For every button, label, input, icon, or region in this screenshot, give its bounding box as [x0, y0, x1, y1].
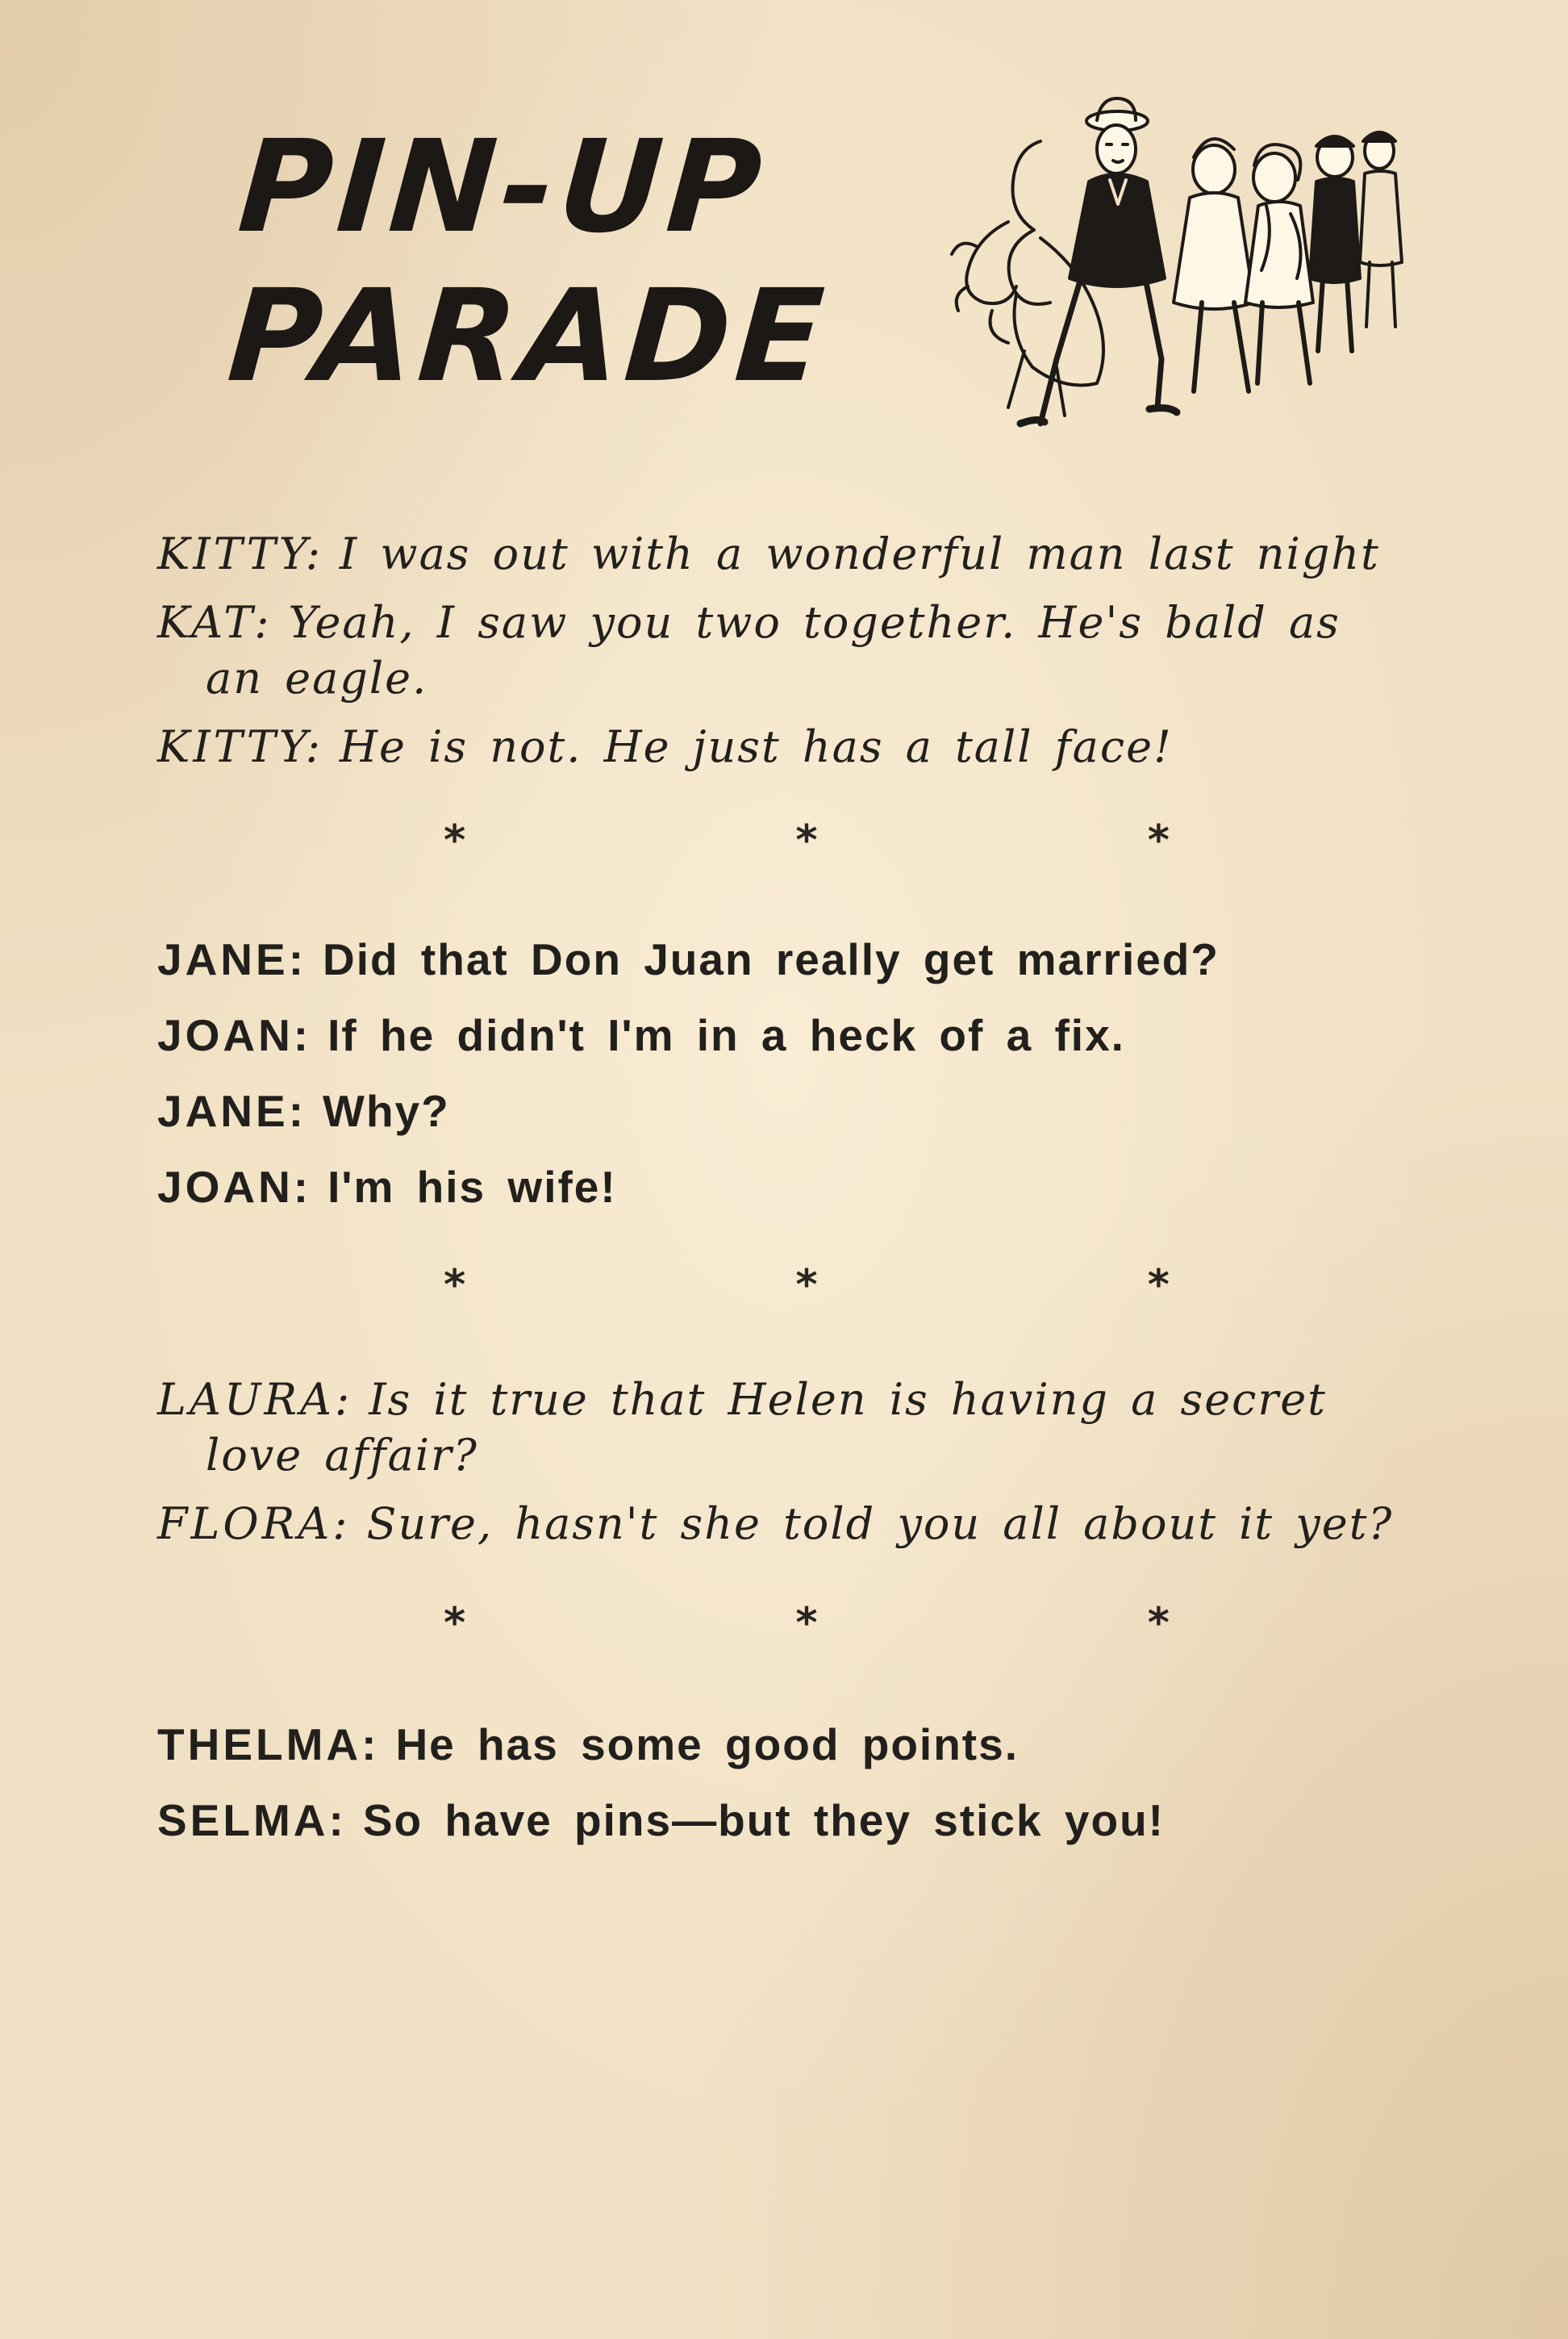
separator [444, 1261, 1170, 1309]
joke-line [157, 1374, 1480, 1425]
separator-star: * [1147, 1261, 1170, 1309]
speaker-name: KITTY: [157, 721, 323, 772]
dialogue-text: He is not. He just has a tall face! [339, 721, 1173, 772]
dancing-crowd-illustration-icon [944, 93, 1412, 464]
dialogue-text: an eagle. [206, 653, 428, 704]
title-line-1: PIN-UP [234, 113, 771, 261]
separator-star: * [795, 817, 818, 865]
dialogue-text: So have pins—but they stick you! [362, 1795, 1165, 1845]
joke-line [157, 1161, 1480, 1213]
separator-star: * [444, 1261, 466, 1309]
joke-line [157, 1498, 1480, 1549]
joke-block [157, 934, 1480, 1213]
joke-line [157, 1009, 1480, 1061]
joke-line [157, 934, 1480, 985]
separator-star: * [1147, 817, 1170, 865]
joke-line [157, 597, 1480, 648]
separator [444, 1599, 1170, 1648]
dialogue-text: Is it true that Helen is having a secret [369, 1374, 1327, 1425]
joke-line-continuation [157, 653, 1480, 704]
joke-line-continuation [157, 1430, 1480, 1481]
speaker-name: JANE: [157, 1086, 307, 1136]
dialogue-text: I was out with a wonderful man last night [339, 528, 1380, 579]
speaker-name: JOAN: [157, 1010, 312, 1060]
title-line-2: PARADE [223, 262, 833, 411]
joke-block [157, 1374, 1480, 1549]
speaker-name: KAT: [157, 597, 273, 648]
speaker-name: THELMA: [157, 1719, 380, 1769]
speaker-name: SELMA: [157, 1795, 347, 1845]
speaker-name: KITTY: [157, 528, 323, 579]
dialogue-text: love affair? [206, 1430, 478, 1481]
speaker-name: JANE: [157, 934, 307, 984]
dialogue-text: Sure, hasn't she told you all about it yet? [366, 1498, 1394, 1549]
speaker-name: LAURA: [157, 1374, 353, 1425]
speaker-name: FLORA: [157, 1498, 351, 1549]
separator-star: * [795, 1599, 818, 1648]
dialogue-text: Did that Don Juan really get married? [323, 934, 1220, 984]
page-title [223, 113, 970, 411]
separator-star: * [795, 1261, 818, 1309]
separator-star: * [1147, 1599, 1170, 1648]
joke-line [157, 1719, 1480, 1770]
jokes-list [157, 528, 1480, 1846]
dialogue-text: He has some good points. [395, 1719, 1019, 1769]
separator-star: * [444, 1599, 466, 1648]
joke-line [157, 1085, 1480, 1137]
dialogue-text: Yeah, I saw you two together. He's bald as [288, 597, 1341, 648]
speaker-name: JOAN: [157, 1162, 312, 1212]
dialogue-text: Why? [323, 1086, 450, 1136]
joke-line [157, 721, 1480, 772]
joke-line [157, 1794, 1480, 1846]
joke-block [157, 1719, 1480, 1846]
separator [444, 817, 1170, 865]
dialogue-text: If he didn't I'm in a heck of a fix. [327, 1010, 1125, 1060]
joke-block [157, 528, 1480, 772]
joke-line [157, 528, 1480, 579]
dialogue-text: I'm his wife! [327, 1162, 617, 1212]
separator-star: * [444, 817, 466, 865]
